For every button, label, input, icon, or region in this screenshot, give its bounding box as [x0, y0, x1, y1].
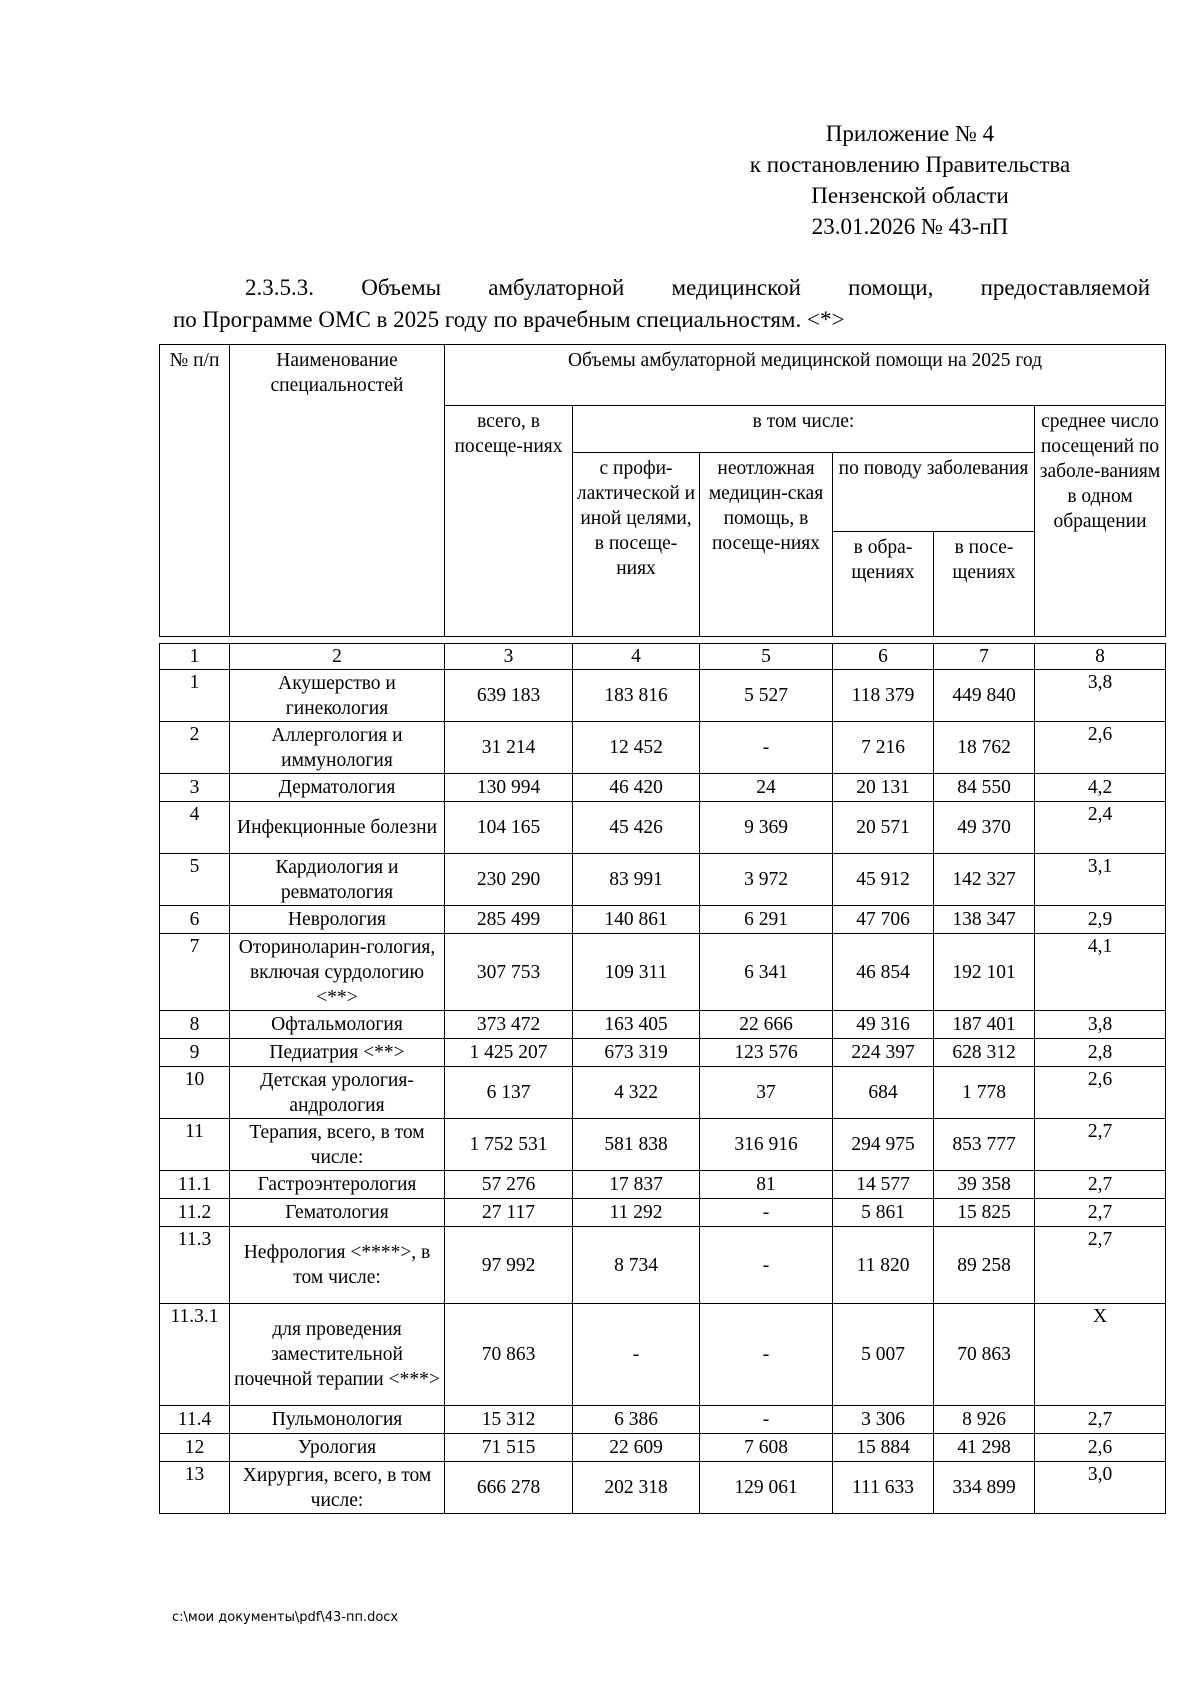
disease-visits: 84 550 [934, 774, 1035, 802]
total-visits: 285 499 [445, 906, 573, 934]
total-visits: 57 276 [445, 1171, 573, 1199]
prophylactic-visits: 17 837 [573, 1171, 700, 1199]
disease-appeals: 111 633 [833, 1462, 934, 1514]
urgent-visits: 3 972 [700, 854, 833, 906]
disease-visits: 138 347 [934, 906, 1035, 934]
disease-visits: 628 312 [934, 1039, 1035, 1067]
header-visits: в посе-щениях [934, 532, 1035, 637]
prophylactic-visits: 109 311 [573, 934, 700, 1011]
specialty-name: Кардиология и ревматология [230, 854, 445, 906]
disease-appeals: 49 316 [833, 1011, 934, 1039]
prophylactic-visits: 11 292 [573, 1199, 700, 1227]
total-visits: 15 312 [445, 1406, 573, 1434]
disease-appeals: 5 007 [833, 1304, 934, 1406]
header-appeals: в обра-щениях [833, 532, 934, 637]
column-number: 3 [445, 644, 573, 670]
urgent-visits: 5 527 [700, 670, 833, 722]
disease-visits: 853 777 [934, 1119, 1035, 1171]
row-number: 13 [160, 1462, 230, 1514]
table-row [160, 906, 1166, 934]
disease-appeals: 118 379 [833, 670, 934, 722]
table-row [160, 670, 1166, 722]
column-number: 1 [160, 644, 230, 670]
disease-visits: 70 863 [934, 1304, 1035, 1406]
row-number: 9 [160, 1039, 230, 1067]
row-number: 3 [160, 774, 230, 802]
table-row [160, 1119, 1166, 1171]
prophylactic-visits: 140 861 [573, 906, 700, 934]
table-row [160, 1434, 1166, 1462]
prophylactic-visits: 12 452 [573, 722, 700, 774]
row-number: 11.3.1 [160, 1304, 230, 1406]
header-total: всего, в посеще-ниях [445, 406, 573, 637]
specialty-name: Аллергология и иммунология [230, 722, 445, 774]
appendix-block [700, 118, 1120, 242]
average-visits: 4,1 [1035, 934, 1166, 1011]
disease-appeals: 47 706 [833, 906, 934, 934]
prophylactic-visits: 22 609 [573, 1434, 700, 1462]
disease-visits: 334 899 [934, 1462, 1035, 1514]
specialty-name: Нефрология <****>, в том числе: [230, 1227, 445, 1304]
urgent-visits: 6 341 [700, 934, 833, 1011]
prophylactic-visits: 4 322 [573, 1067, 700, 1119]
row-number: 4 [160, 802, 230, 854]
data-table [159, 643, 1166, 1514]
specialty-name: Гематология [230, 1199, 445, 1227]
row-number: 11 [160, 1119, 230, 1171]
total-visits: 373 472 [445, 1011, 573, 1039]
appendix-line-4: 23.01.2026 № 43-пП [811, 214, 1009, 239]
disease-appeals: 684 [833, 1067, 934, 1119]
disease-visits: 142 327 [934, 854, 1035, 906]
disease-appeals: 46 854 [833, 934, 934, 1011]
column-number: 4 [573, 644, 700, 670]
urgent-visits: 24 [700, 774, 833, 802]
heading-line-2: по Программе ОМС в 2025 году по врачебным специальностям. <*> [173, 307, 845, 332]
table-row [160, 1199, 1166, 1227]
average-visits: 2,7 [1035, 1171, 1166, 1199]
disease-visits: 41 298 [934, 1434, 1035, 1462]
column-number: 7 [934, 644, 1035, 670]
table-row [160, 1406, 1166, 1434]
table-row [160, 802, 1166, 854]
prophylactic-visits: 46 420 [573, 774, 700, 802]
table-row [160, 774, 1166, 802]
total-visits: 27 117 [445, 1199, 573, 1227]
disease-appeals: 15 884 [833, 1434, 934, 1462]
total-visits: 104 165 [445, 802, 573, 854]
column-number: 5 [700, 644, 833, 670]
total-visits: 6 137 [445, 1067, 573, 1119]
specialty-name: Урология [230, 1434, 445, 1462]
prophylactic-visits: 6 386 [573, 1406, 700, 1434]
average-visits: 2,8 [1035, 1039, 1166, 1067]
appendix-line-3: Пензенской области [811, 183, 1009, 208]
average-visits: 2,9 [1035, 906, 1166, 934]
total-visits: 70 863 [445, 1304, 573, 1406]
urgent-visits: 123 576 [700, 1039, 833, 1067]
row-number: 1 [160, 670, 230, 722]
appendix-line-2: к постановлению Правительства [749, 152, 1071, 177]
total-visits: 1 425 207 [445, 1039, 573, 1067]
row-number: 8 [160, 1011, 230, 1039]
disease-appeals: 11 820 [833, 1227, 934, 1304]
urgent-visits: 129 061 [700, 1462, 833, 1514]
urgent-visits: 9 369 [700, 802, 833, 854]
total-visits: 639 183 [445, 670, 573, 722]
prophylactic-visits: 83 991 [573, 854, 700, 906]
urgent-visits: - [700, 1199, 833, 1227]
specialty-name: Дерматология [230, 774, 445, 802]
disease-appeals: 45 912 [833, 854, 934, 906]
prophylactic-visits: 8 734 [573, 1227, 700, 1304]
table-row [160, 1171, 1166, 1199]
row-number: 10 [160, 1067, 230, 1119]
table-header [159, 344, 1166, 637]
prophylactic-visits: 163 405 [573, 1011, 700, 1039]
heading-line-1: 2.3.5.3. Объемы амбулаторной медицинской помощи, предоставляемой [245, 275, 1150, 300]
disease-visits: 192 101 [934, 934, 1035, 1011]
table-row [160, 1304, 1166, 1406]
disease-visits: 89 258 [934, 1227, 1035, 1304]
disease-visits: 18 762 [934, 722, 1035, 774]
average-visits: 2,6 [1035, 722, 1166, 774]
disease-visits: 1 778 [934, 1067, 1035, 1119]
table-row [160, 1227, 1166, 1304]
disease-appeals: 3 306 [833, 1406, 934, 1434]
average-visits: 2,7 [1035, 1119, 1166, 1171]
total-visits: 1 752 531 [445, 1119, 573, 1171]
total-visits: 307 753 [445, 934, 573, 1011]
disease-visits: 15 825 [934, 1199, 1035, 1227]
disease-visits: 449 840 [934, 670, 1035, 722]
prophylactic-visits: 183 816 [573, 670, 700, 722]
total-visits: 230 290 [445, 854, 573, 906]
section-heading [173, 272, 1150, 336]
specialty-name: Неврология [230, 906, 445, 934]
prophylactic-visits: 581 838 [573, 1119, 700, 1171]
prophylactic-visits: - [573, 1304, 700, 1406]
average-visits: 2,4 [1035, 802, 1166, 854]
specialty-name: Офтальмология [230, 1011, 445, 1039]
column-number: 2 [230, 644, 445, 670]
disease-appeals: 20 571 [833, 802, 934, 854]
disease-visits: 187 401 [934, 1011, 1035, 1039]
row-number: 7 [160, 934, 230, 1011]
row-number: 5 [160, 854, 230, 906]
table-row [160, 854, 1166, 906]
table-row [160, 934, 1166, 1011]
row-number: 11.1 [160, 1171, 230, 1199]
disease-visits: 39 358 [934, 1171, 1035, 1199]
disease-appeals: 294 975 [833, 1119, 934, 1171]
column-number: 8 [1035, 644, 1166, 670]
urgent-visits: - [700, 722, 833, 774]
specialty-name: Детская урология-андрология [230, 1067, 445, 1119]
average-visits: 3,8 [1035, 670, 1166, 722]
urgent-visits: - [700, 1227, 833, 1304]
column-number: 6 [833, 644, 934, 670]
specialty-name: Акушерство и гинекология [230, 670, 445, 722]
total-visits: 666 278 [445, 1462, 573, 1514]
column-number-row [160, 644, 1166, 670]
urgent-visits: 37 [700, 1067, 833, 1119]
disease-appeals: 224 397 [833, 1039, 934, 1067]
appendix-line-1: Приложение № 4 [825, 121, 995, 146]
urgent-visits: 6 291 [700, 906, 833, 934]
specialty-name: Оториноларин-гология, включая сурдологию <**> [230, 934, 445, 1011]
prophylactic-visits: 673 319 [573, 1039, 700, 1067]
row-number: 11.3 [160, 1227, 230, 1304]
average-visits: 3,0 [1035, 1462, 1166, 1514]
file-path-footer: c:\мои документы\pdf\43-пп.docx [172, 1610, 399, 1625]
table-row [160, 1067, 1166, 1119]
total-visits: 130 994 [445, 774, 573, 802]
disease-appeals: 7 216 [833, 722, 934, 774]
average-visits: 2,6 [1035, 1434, 1166, 1462]
urgent-visits: 7 608 [700, 1434, 833, 1462]
total-visits: 71 515 [445, 1434, 573, 1462]
row-number: 6 [160, 906, 230, 934]
table-row [160, 1462, 1166, 1514]
urgent-visits: - [700, 1304, 833, 1406]
header-prophylactic: с профи-лактической и иной целями, в посеще-ниях [573, 453, 700, 637]
average-visits: 2,7 [1035, 1227, 1166, 1304]
urgent-visits: 316 916 [700, 1119, 833, 1171]
header-disease: по поводу заболевания [833, 453, 1035, 532]
prophylactic-visits: 45 426 [573, 802, 700, 854]
table-row [160, 1039, 1166, 1067]
prophylactic-visits: 202 318 [573, 1462, 700, 1514]
row-number: 12 [160, 1434, 230, 1462]
row-number: 2 [160, 722, 230, 774]
header-average: среднее число посещений по заболе-ваниям в одном обращении [1035, 406, 1166, 637]
average-visits: 2,7 [1035, 1406, 1166, 1434]
disease-visits: 49 370 [934, 802, 1035, 854]
average-visits: 2,7 [1035, 1199, 1166, 1227]
table-body [160, 644, 1166, 1514]
disease-visits: 8 926 [934, 1406, 1035, 1434]
header-num: № п/п [160, 345, 230, 637]
header-urgent: неотложная медицин-ская помощь, в посеще-ниях [700, 453, 833, 637]
table-row [160, 1011, 1166, 1039]
specialty-name: Хирургия, всего, в том числе: [230, 1462, 445, 1514]
urgent-visits: 81 [700, 1171, 833, 1199]
specialty-name: Пульмонология [230, 1406, 445, 1434]
average-visits: 3,8 [1035, 1011, 1166, 1039]
header-including: в том числе: [573, 406, 1035, 453]
disease-appeals: 20 131 [833, 774, 934, 802]
average-visits: 2,6 [1035, 1067, 1166, 1119]
specialty-name: Инфекционные болезни [230, 802, 445, 854]
header-volumes: Объемы амбулаторной медицинской помощи на 2025 год [445, 345, 1166, 406]
total-visits: 31 214 [445, 722, 573, 774]
table-row [160, 722, 1166, 774]
specialty-name: Гастроэнтерология [230, 1171, 445, 1199]
specialty-name: Педиатрия <**> [230, 1039, 445, 1067]
specialty-name: Терапия, всего, в том числе: [230, 1119, 445, 1171]
disease-appeals: 5 861 [833, 1199, 934, 1227]
average-visits: Х [1035, 1304, 1166, 1406]
urgent-visits: 22 666 [700, 1011, 833, 1039]
average-visits: 4,2 [1035, 774, 1166, 802]
average-visits: 3,1 [1035, 854, 1166, 906]
total-visits: 97 992 [445, 1227, 573, 1304]
row-number: 11.2 [160, 1199, 230, 1227]
specialty-name: для проведения заместительной почечной терапии <***> [230, 1304, 445, 1406]
disease-appeals: 14 577 [833, 1171, 934, 1199]
header-name: Наименование специальностей [230, 345, 445, 637]
row-number: 11.4 [160, 1406, 230, 1434]
urgent-visits: - [700, 1406, 833, 1434]
